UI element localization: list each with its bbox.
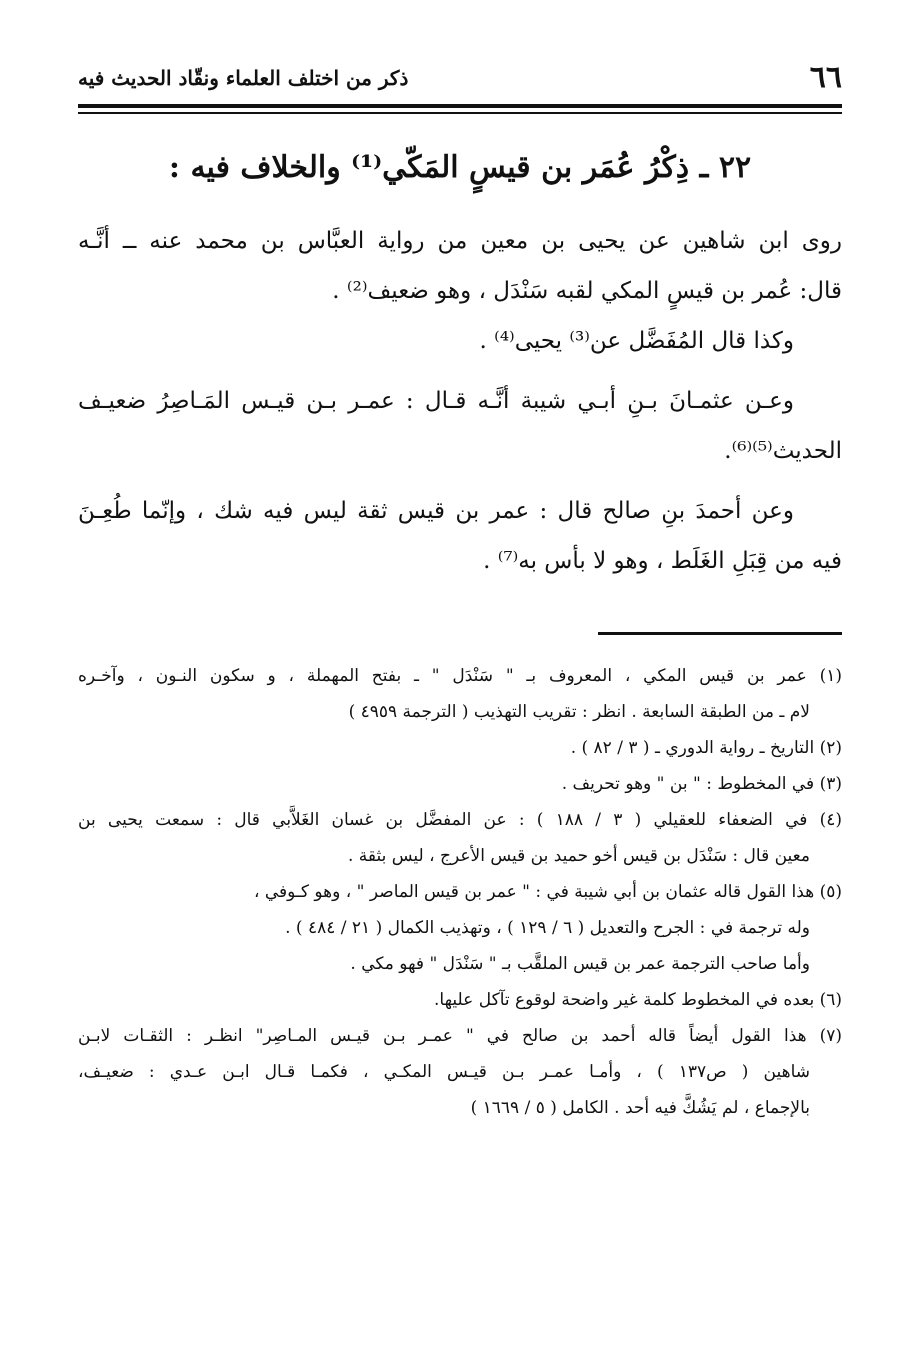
body-line: قال: عُمر بن قيسٍ المكي لقبه سَنْدَل ، وهو ضعيف⁽²⁾ . <box>332 278 842 304</box>
section-heading: ٢٢ ـ ذِكْرُ عُمَر بن قيسٍ المَكّي⁽¹⁾ والخلاف فيه : <box>168 150 752 185</box>
body-line: وعن أحمدَ بنِ صالح قال : عمر بن قيس ثقة ليس فيه شك ، وإنّما طُعِـنَ <box>78 498 794 524</box>
running-title: ذكر من اختلف العلماء ونقّاد الحديث فيه <box>78 66 409 90</box>
body-text <box>78 216 842 586</box>
footnote-line: (٣) في المخطوط : " بن " وهو تحريف . <box>561 774 842 794</box>
footnote-line: (٦) بعده في المخطوط كلمة غير واضحة لوقوع تآكل عليها. <box>434 990 842 1010</box>
header-rule-thin <box>78 112 842 114</box>
footnote-line: (١) عمر بن قيس المكي ، المعروف بـ " سَنْدَل " ـ بفتح المهملة ، و سكون النـون ، وآخـره <box>78 666 842 686</box>
page-header <box>78 58 842 98</box>
footnote-line: (٢) التاريخ ـ رواية الدوري ـ ( ٣ / ٨٢ ) . <box>570 738 842 758</box>
footnote-line: لام ـ من الطبقة السابعة . انظر : تقريب التهذيب ( الترجمة ٤٩٥٩ ) <box>348 702 810 722</box>
header-rule-thick <box>78 104 842 108</box>
footnote-line: (٤) في الضعفاء للعقيلي ( ٣ / ١٨٨ ) : عن المفضَّل بن غسان الغَلاَّبي قال : سمعت يحيى بن <box>78 810 842 830</box>
footnote-line: معين قال : سَنْدَل بن قيس أخو حميد بن قيس الأعرج ، ليس بثقة . <box>347 846 810 866</box>
footnote-line: شاهين ( ص١٣٧ ) ، وأمـا عمـر بـن قيـس المكـي ، فكمـا قـال ابـن عـدي : ضعيـف، <box>78 1062 810 1082</box>
footnotes <box>78 658 842 1126</box>
footnote-line: (٧) هذا القول أيضاً قاله أحمد بن صالح في " عمـر بـن قيـس المـاصِر" انظـر : الثقـات لابـن <box>78 1026 842 1046</box>
footnote-separator <box>598 632 842 635</box>
footnote-line: (٥) هذا القول قاله عثمان بن أبي شيبة في : " عمر بن قيس الماصر " ، وهو كـوفي ، <box>253 882 842 902</box>
body-line: فيه من قِبَلِ الغَلَط ، وهو لا بأس به⁽⁷⁾ . <box>483 548 842 574</box>
page-number: ٦٦ <box>809 60 842 95</box>
body-line: وكذا قال المُفَضَّل عن⁽³⁾ يحيى⁽⁴⁾ . <box>479 328 794 354</box>
footnote-line: وله ترجمة في : الجرح والتعديل ( ٦ / ١٢٩ ) ، وتهذيب الكمال ( ٢١ / ٤٨٤ ) . <box>285 918 810 938</box>
footnote-line: بالإجماع ، لم يَشُكَّ فيه أحد . الكامل ( ٥ / ١٦٦٩ ) <box>470 1098 810 1118</box>
body-line: الحديث⁽⁵⁾⁽⁶⁾. <box>724 438 842 464</box>
footnote-line: وأما صاحب الترجمة عمر بن قيس الملقَّب بـ " سَنْدَل " فهو مكي . <box>350 954 810 974</box>
body-line: وعـن عثمـانَ بـنِ أبـي شيبة أنَّـه قـال : عمـر بـن قيـس المَـاصِرُ ضعيـف <box>78 388 794 414</box>
body-line: روى ابن شاهين عن يحيى بن معين من رواية العبَّاس بن محمد عنه ــ أنَّـه <box>78 228 842 254</box>
